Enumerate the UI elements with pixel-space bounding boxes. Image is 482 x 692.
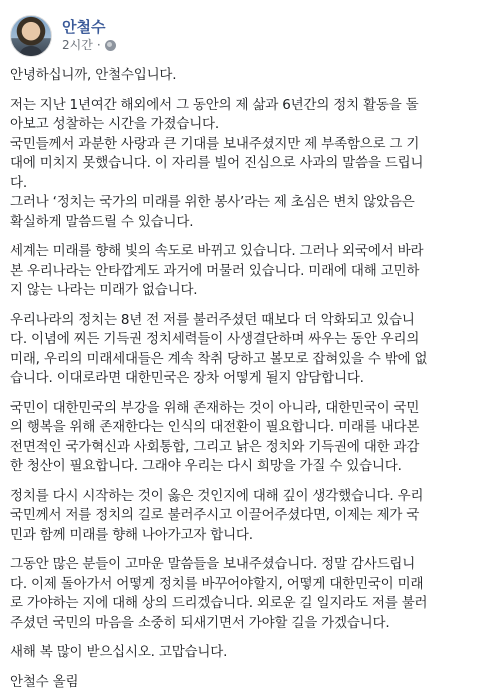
- post-paragraph: 세계는 미래를 향해 빛의 속도로 바뀌고 있습니다. 그러나 외국에서 바라 본 우리나라는 안타깝게도 과거에 머물러 있습니다. 미래에 대해 고민하 지 않는 나라는 미래가 없습니다.: [10, 242, 472, 301]
- post-signature: 안철수 올림: [10, 673, 472, 692]
- post-paragraph: 국민이 대한민국의 부강을 위해 존재하는 것이 아니라, 대한민국이 국민 의 행복을 위해 존재한다는 인식의 대전환이 필요합니다. 미래를 내다본 전면적인 국가혁신과 사회통합, 그리고 낡은 정치와 기득권에 대한 과감 한 청산이 필요합니다. 그래야 우리는 다시 희망을 가질 수 있습니다.: [10, 399, 472, 477]
- post-paragraph: 우리나라의 정치는 8년 전 저를 불러주셨던 때보다 더 악화되고 있습니 다. 이념에 찌든 기득권 정치세력들이 사생결단하며 싸우는 동안 우리의 미래, 우리의 미래세대들은 계속 착취 당하고 볼모로 잡혀있을 수 밖에 없 습니다. 이대로라면 대한민국은 장차 어떻게 될지 암담합니다.: [10, 311, 472, 389]
- post-paragraph: 안녕하십니까, 안철수입니다.: [10, 66, 472, 86]
- post-header: [10, 12, 472, 60]
- post-paragraph: 새해 복 많이 받으십시오. 고맙습니다.: [10, 643, 472, 663]
- post-meta: [62, 18, 116, 54]
- author-name[interactable]: 안철수: [62, 18, 116, 37]
- author-avatar[interactable]: [10, 15, 52, 57]
- dot-separator: ·: [97, 37, 101, 54]
- post-body: [10, 66, 472, 692]
- post-paragraph: 그동안 많은 분들이 고마운 말씀들을 보내주셨습니다. 정말 감사드립니 다. 이제 돌아가서 어떻게 정치를 바꾸어야할지, 어떻게 대한민국이 미래 로 가야하는 지에 대해 상의 드리겠습니다. 외로운 길 일지라도 저를 불러 주셨던 국민의 마음을 소중히 되새기면서 가야할 길을 가겠습니다.: [10, 555, 472, 633]
- post-paragraph: 정치를 다시 시작하는 것이 옳은 것인지에 대해 깊이 생각했습니다. 우리 국민께서 저를 정치의 길로 불러주시고 이끌어주셨다면, 이제는 제가 국 민과 함께 미래를 향해 나아가고자 합니다.: [10, 487, 472, 546]
- post-paragraph: 저는 지난 1년여간 해외에서 그 동안의 제 삶과 6년간의 정치 활동을 돌 아보고 성찰하는 시간을 가졌습니다. 국민들께서 과분한 사랑과 큰 기대를 보내주셨지만 제 부족함으로 그 기 대에 미치지 못했습니다. 이 자리를 빌어 진심으로 사과의 말씀을 드립니 다. 그러나 ‘정치는 국가의 미래를 위한 봉사’라는 제 초심은 변치 않았음은 확실하게 말씀드릴 수 있습니다.: [10, 96, 472, 233]
- globe-icon[interactable]: [105, 40, 116, 51]
- post-subline: [62, 37, 116, 54]
- post-timestamp[interactable]: 2시간: [62, 37, 93, 54]
